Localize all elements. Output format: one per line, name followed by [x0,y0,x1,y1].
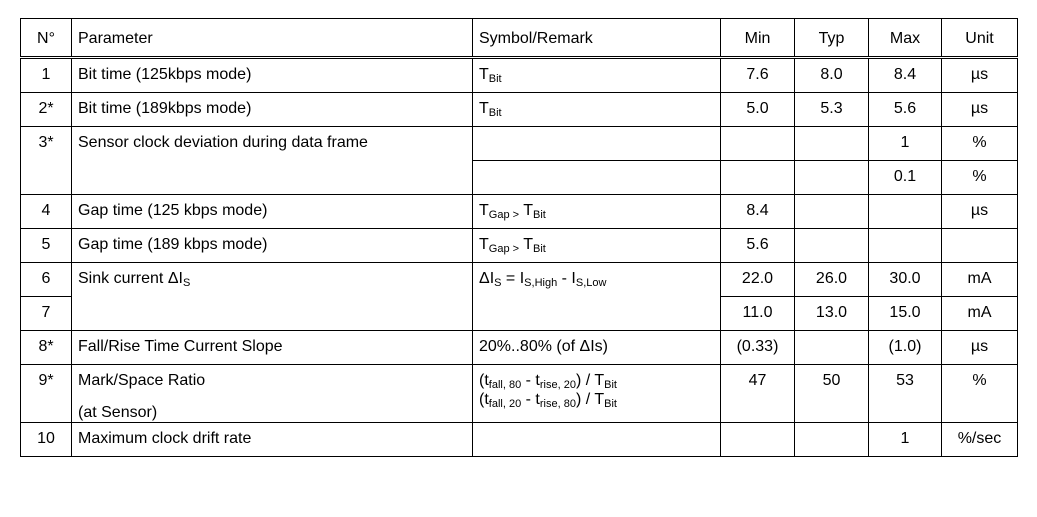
row-unit [942,229,1018,263]
row-typ: 13.0 [795,297,869,331]
row-min: (0.33) [721,331,795,365]
row-no: 8* [21,331,72,365]
symbol-sub: S [494,277,502,289]
row-min: 5.0 [721,93,795,127]
parameter-sub: S [182,277,191,289]
symbol-main: - I [557,270,576,287]
table-row [21,58,1018,93]
table-row [21,127,1018,161]
table-row [21,195,1018,229]
row-min: 5.6 [721,229,795,263]
row-symbol [473,365,721,423]
row-parameter: Sensor clock deviation during data frame [72,127,473,195]
row-min: 11.0 [721,297,795,331]
symbol-main: = I [501,270,525,287]
row-unit: %/sec [942,423,1018,457]
row-no: 3* [21,127,72,195]
row-no: 1 [21,58,72,93]
symbol-main: ) / T [575,391,605,408]
row-max: 53 [869,365,942,423]
header-unit: Unit [942,19,1018,58]
table-row [21,331,1018,365]
row-unit: % [942,127,1018,161]
row-unit: µs [942,93,1018,127]
row-unit: % [942,365,1018,423]
symbol-sub: S,Low [575,277,607,289]
symbol-line-1 [479,372,617,389]
symbol-main: T [479,100,489,117]
row-unit: µs [942,331,1018,365]
row-parameter: Maximum clock drift rate [72,423,473,457]
row-parameter: Gap time (125 kbps mode) [72,195,473,229]
row-max: 5.6 [869,93,942,127]
symbol-sub: Gap > [488,243,520,255]
row-min: 8.4 [721,195,795,229]
header-max: Max [869,19,942,58]
row-max: 30.0 [869,263,942,297]
table-row [21,263,1018,297]
symbol-main: T [519,236,533,253]
symbol-sub: rise, 80 [539,398,576,410]
row-typ [795,423,869,457]
row-max: 0.1 [869,161,942,195]
row-unit: % [942,161,1018,195]
row-parameter: Fall/Rise Time Current Slope [72,331,473,365]
symbol-main: T [479,202,489,219]
header-row [21,19,1018,58]
symbol-sub: fall, 20 [488,398,522,410]
table-row [21,93,1018,127]
symbol-main: - t [521,391,540,408]
symbol-sub: Bit [604,398,617,410]
symbol-sub: Bit [604,379,617,391]
row-max: 15.0 [869,297,942,331]
row-no: 5 [21,229,72,263]
symbol-main: (t [479,372,489,389]
symbol-main: T [479,66,489,83]
symbol-main: ) / T [575,372,605,389]
row-symbol: 20%..80% (of ΔIs) [473,331,721,365]
header-symbol: Symbol/Remark [473,19,721,58]
symbol-sub: fall, 80 [488,379,522,391]
row-unit: mA [942,263,1018,297]
row-symbol [473,93,721,127]
row-typ: 8.0 [795,58,869,93]
row-parameter [72,365,473,423]
table-row [21,423,1018,457]
spec-table [20,18,1018,457]
symbol-main: - t [521,372,540,389]
symbol-line-2 [479,391,714,409]
row-max: 1 [869,127,942,161]
row-parameter: Bit time (125kbps mode) [72,58,473,93]
row-no: 10 [21,423,72,457]
row-min: 22.0 [721,263,795,297]
row-no: 7 [21,297,72,331]
row-typ: 50 [795,365,869,423]
row-parameter: Bit time (189kbps mode) [72,93,473,127]
symbol-main: T [479,236,489,253]
symbol-main: T [519,202,533,219]
row-unit: µs [942,195,1018,229]
row-min [721,161,795,195]
row-unit: mA [942,297,1018,331]
table-row [21,229,1018,263]
header-typ: Typ [795,19,869,58]
row-typ [795,195,869,229]
row-parameter [72,263,473,331]
header-min: Min [721,19,795,58]
symbol-sub: rise, 20 [539,379,576,391]
header-parameter: Parameter [72,19,473,58]
row-typ: 26.0 [795,263,869,297]
row-no: 4 [21,195,72,229]
row-symbol [473,127,721,161]
row-max: 1 [869,423,942,457]
symbol-main: (t [479,391,489,408]
row-symbol [473,161,721,195]
row-parameter: Gap time (189 kbps mode) [72,229,473,263]
row-typ [795,331,869,365]
symbol-sub: Bit [533,209,546,221]
row-no: 9* [21,365,72,423]
parameter-line-2: (at Sensor) [78,404,158,421]
row-max: 8.4 [869,58,942,93]
row-max [869,229,942,263]
symbol-sub: S,High [524,277,558,289]
symbol-sub: Bit [488,73,502,85]
row-typ: 5.3 [795,93,869,127]
header-no: N° [21,19,72,58]
row-typ [795,127,869,161]
row-min [721,127,795,161]
row-min [721,423,795,457]
row-symbol [473,263,721,331]
parameter-main: Sink current ΔI [78,270,183,287]
row-symbol [473,229,721,263]
symbol-sub: Bit [533,243,546,255]
row-max [869,195,942,229]
symbol-sub: Bit [488,107,502,119]
parameter-line-1: Mark/Space Ratio [78,372,206,389]
row-symbol [473,58,721,93]
row-min: 7.6 [721,58,795,93]
row-unit: µs [942,58,1018,93]
row-min: 47 [721,365,795,423]
row-symbol [473,195,721,229]
row-typ [795,229,869,263]
symbol-main: ΔI [479,270,495,287]
table-row [21,365,1018,423]
row-symbol [473,423,721,457]
row-max: (1.0) [869,331,942,365]
row-no: 2* [21,93,72,127]
symbol-sub: Gap > [488,209,520,221]
row-no: 6 [21,263,72,297]
row-typ [795,161,869,195]
